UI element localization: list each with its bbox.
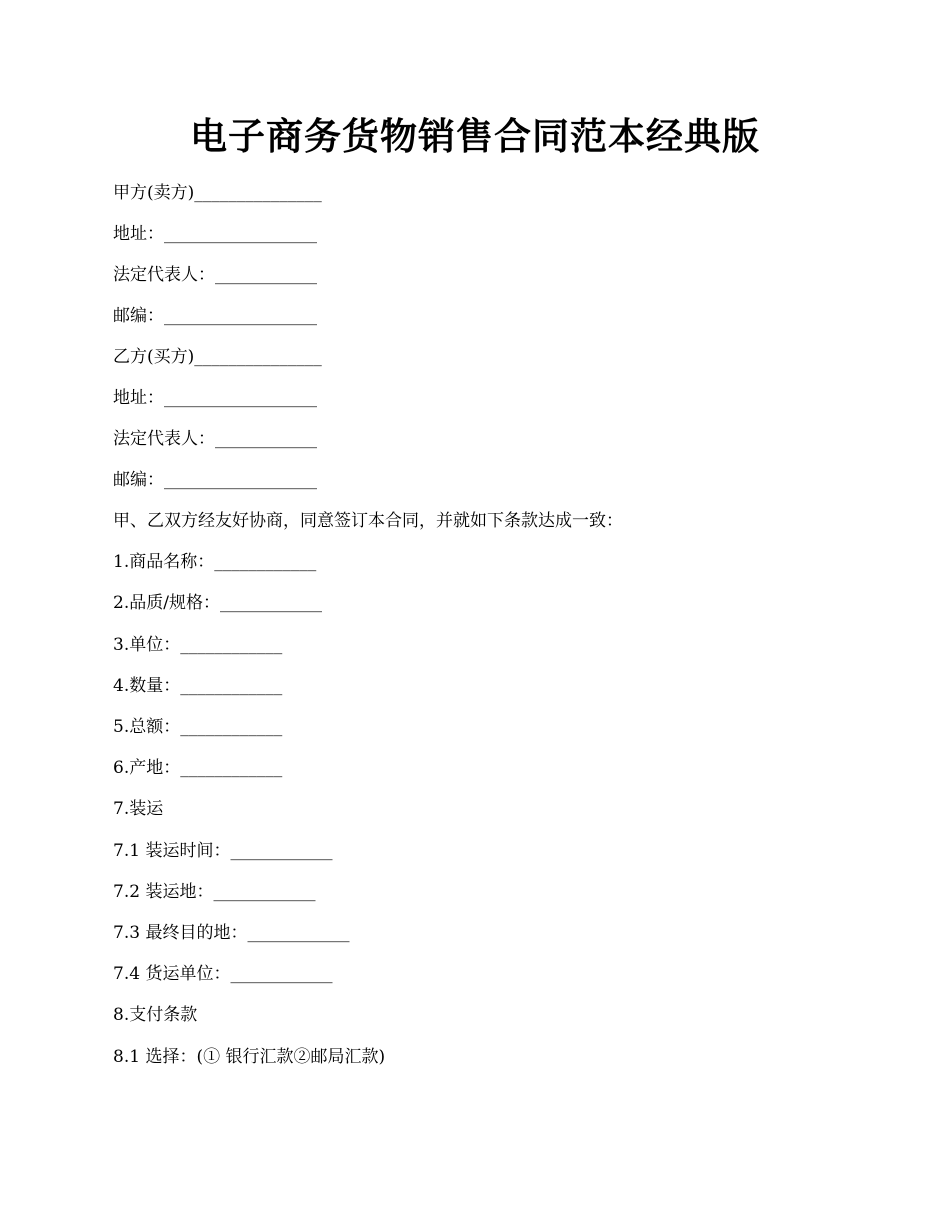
clause-unit: 3.单位：____________ — [113, 635, 283, 655]
clause-carrier: 7.4 货运单位：____________ — [113, 964, 333, 984]
clause-payment-option: 8.1 选择：(① 银行汇款②邮局汇款) — [113, 1047, 386, 1067]
clause-origin: 6.产地：____________ — [113, 758, 283, 778]
buyer-postcode-line: 邮编：__________________ — [113, 470, 317, 490]
buyer-address-line: 地址：__________________ — [113, 388, 317, 408]
clause-quality-spec: 2.品质/规格：____________ — [113, 593, 322, 613]
clause-total-amount: 5.总额：____________ — [113, 717, 283, 737]
seller-legal-rep-line: 法定代表人：____________ — [113, 265, 317, 285]
buyer-party-line: 乙方(买方)_______________ — [113, 347, 322, 367]
clause-shipping-time: 7.1 装运时间：____________ — [113, 841, 333, 861]
clause-quantity: 4.数量：____________ — [113, 676, 283, 696]
seller-address-line: 地址：__________________ — [113, 224, 317, 244]
buyer-legal-rep-line: 法定代表人：____________ — [113, 429, 317, 449]
clause-product-name: 1.商品名称：____________ — [113, 552, 317, 572]
seller-party-line: 甲方(卖方)_______________ — [113, 183, 322, 203]
clause-payment-heading: 8.支付条款 — [113, 1005, 198, 1025]
agreement-intro: 甲、乙双方经友好协商，同意签订本合同，并就如下条款达成一致： — [113, 511, 623, 531]
document-title: 电子商务货物销售合同范本经典版 — [190, 114, 760, 158]
seller-postcode-line: 邮编：__________________ — [113, 306, 317, 326]
clause-shipping-place: 7.2 装运地：____________ — [113, 882, 316, 902]
clause-shipping-heading: 7.装运 — [113, 799, 164, 819]
clause-final-destination: 7.3 最终目的地：____________ — [113, 923, 350, 943]
